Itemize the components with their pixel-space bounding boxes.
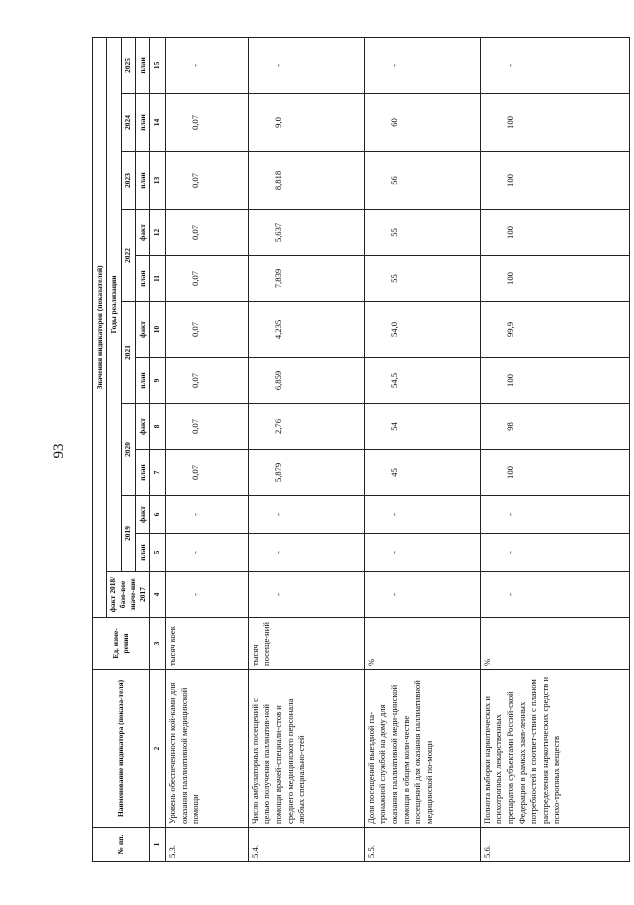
table-row: [364, 37, 480, 861]
value-cell: 100: [480, 450, 629, 496]
value-cell: -: [248, 37, 364, 93]
value-cell: 6,859: [248, 358, 364, 404]
value-cell: -: [364, 534, 480, 572]
value-cell: 100: [480, 210, 629, 256]
page-number: 93: [51, 443, 67, 459]
column-number: 1: [149, 828, 165, 862]
column-number: 7: [149, 450, 165, 496]
header-no: № пп.: [93, 828, 150, 862]
header-plan: план: [136, 358, 150, 404]
header-plan: план: [136, 450, 150, 496]
value-cell: 55: [364, 256, 480, 302]
row-number: 5.6.: [480, 828, 629, 862]
row-number: 5.3.: [165, 828, 248, 862]
value-cell: -: [480, 37, 629, 93]
column-number: 13: [149, 152, 165, 210]
column-number: 6: [149, 496, 165, 534]
column-number: 3: [149, 618, 165, 670]
value-cell: 0,07: [165, 302, 248, 358]
value-cell: 100: [480, 358, 629, 404]
value-cell: 98: [480, 404, 629, 450]
value-cell: 54,0: [364, 302, 480, 358]
value-cell: 9,0: [248, 94, 364, 152]
value-cell: 0,07: [165, 210, 248, 256]
indicator-name: Число амбулаторных посещений с целью получения паллиатив-ной помощи врачей-специали-стов и среднего медицинского персонала любых специально-стей: [248, 670, 364, 828]
header-year-2025: 2025: [121, 37, 136, 93]
header-fact: факт: [136, 404, 150, 450]
header-year-2020: 2020: [121, 404, 136, 496]
value-cell: -: [248, 534, 364, 572]
column-number: 8: [149, 404, 165, 450]
value-cell: 100: [480, 256, 629, 302]
value-cell: -: [165, 572, 248, 618]
indicator-table-sheet: [92, 38, 628, 862]
value-cell: -: [480, 572, 629, 618]
unit-cell: тысяч посеще-ний: [248, 618, 364, 670]
value-cell: 4,235: [248, 302, 364, 358]
header-year-2019: 2019: [121, 496, 136, 572]
header-year-2024: 2024: [121, 94, 136, 152]
column-number: 10: [149, 302, 165, 358]
column-number: 15: [149, 37, 165, 93]
header-plan: план: [136, 37, 150, 93]
value-cell: -: [165, 496, 248, 534]
unit-cell: %: [480, 618, 629, 670]
value-cell: -: [248, 572, 364, 618]
value-cell: -: [480, 496, 629, 534]
header-name: Наименование индикатора (показа-теля): [93, 670, 150, 828]
value-cell: 5,879: [248, 450, 364, 496]
value-cell: 100: [480, 152, 629, 210]
column-number: 9: [149, 358, 165, 404]
value-cell: -: [165, 37, 248, 93]
header-year-2022: 2022: [121, 210, 136, 302]
value-cell: 5,637: [248, 210, 364, 256]
table-row: [480, 37, 629, 861]
header-fact: факт: [136, 210, 150, 256]
value-cell: -: [364, 496, 480, 534]
header-fact: факт: [136, 496, 150, 534]
row-number: 5.4.: [248, 828, 364, 862]
table-row: [248, 37, 364, 861]
value-cell: 2,76: [248, 404, 364, 450]
row-number: 5.5.: [364, 828, 480, 862]
column-number: 4: [149, 572, 165, 618]
header-base: факт 2018/базо-вое значе-ние 2017: [107, 572, 150, 618]
header-plan: план: [136, 152, 150, 210]
value-cell: 56: [364, 152, 480, 210]
value-cell: 0,07: [165, 358, 248, 404]
header-plan: план: [136, 256, 150, 302]
column-number: 12: [149, 210, 165, 256]
value-cell: 54: [364, 404, 480, 450]
header-year-2023: 2023: [121, 152, 136, 210]
header-values-group: Значения индикаторов (показателей): [93, 37, 107, 617]
header-year-2021: 2021: [121, 302, 136, 404]
value-cell: -: [480, 534, 629, 572]
indicator-table: [92, 37, 630, 862]
value-cell: 7,839: [248, 256, 364, 302]
value-cell: -: [364, 572, 480, 618]
rotated-table-container: [92, 38, 628, 862]
value-cell: 0,07: [165, 404, 248, 450]
value-cell: 45: [364, 450, 480, 496]
unit-cell: %: [364, 618, 480, 670]
value-cell: -: [248, 496, 364, 534]
value-cell: 60: [364, 94, 480, 152]
value-cell: 100: [480, 94, 629, 152]
value-cell: -: [364, 37, 480, 93]
value-cell: 99,9: [480, 302, 629, 358]
column-number: 14: [149, 94, 165, 152]
header-unit: Ед. изме-рения: [93, 618, 150, 670]
unit-cell: тысяч коек: [165, 618, 248, 670]
value-cell: 0,07: [165, 94, 248, 152]
value-cell: 0,07: [165, 450, 248, 496]
header-plan: план: [136, 94, 150, 152]
value-cell: 0,07: [165, 152, 248, 210]
indicator-name: Доля посещений выездной па-тронажной службой на дому для оказания паллиативной меди-цинской помощи в общем коли-честве посещений для оказания паллиативной медицинской по-мощи: [364, 670, 480, 828]
header-years-group: Годы реализации: [107, 37, 122, 571]
column-number: 5: [149, 534, 165, 572]
indicator-name: Уровень обеспеченности кой-ками для оказания паллиативной медицинской помощи: [165, 670, 248, 828]
value-cell: 54,5: [364, 358, 480, 404]
value-cell: 55: [364, 210, 480, 256]
value-cell: -: [165, 534, 248, 572]
column-number: 2: [149, 670, 165, 828]
column-number: 11: [149, 256, 165, 302]
value-cell: 8,818: [248, 152, 364, 210]
value-cell: 0,07: [165, 256, 248, 302]
header-plan: план: [136, 534, 150, 572]
indicator-name: Полнота выборки наркотических и психотропных лекарственных препаратов субъектами Россий-ской Федерации в рамках заяв-ленных потребностей в соответ-ствии с планом распределения наркотических средств и психо-тропных веществ: [480, 670, 629, 828]
header-fact: факт: [136, 302, 150, 358]
table-row: [165, 37, 248, 861]
